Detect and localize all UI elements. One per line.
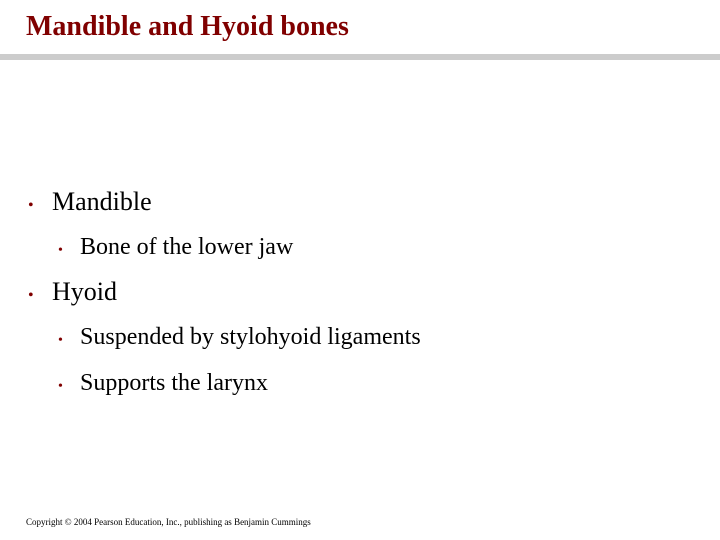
copyright-notice: Copyright © 2004 Pearson Education, Inc., publishing as Benjamin Cummings <box>26 517 311 527</box>
bullet-text: Mandible <box>52 187 152 216</box>
bullet-list <box>28 180 708 406</box>
list-item <box>28 360 708 406</box>
slide-title: Mandible and Hyoid bones <box>26 11 349 42</box>
bullet-icon: • <box>28 197 34 214</box>
title-divider <box>0 54 720 60</box>
list-item <box>28 314 708 360</box>
bullet-text: Hyoid <box>52 277 117 306</box>
bullet-icon: • <box>58 243 63 258</box>
bullet-icon: • <box>28 287 34 304</box>
sub-bullet-text: Bone of the lower jaw <box>80 234 294 260</box>
list-item <box>28 224 708 270</box>
bullet-icon: • <box>58 379 63 394</box>
bullet-icon: • <box>58 333 63 348</box>
list-item <box>28 270 708 314</box>
sub-bullet-text: Supports the larynx <box>80 370 268 396</box>
list-item <box>28 180 708 224</box>
sub-bullet-text: Suspended by stylohyoid ligaments <box>80 324 421 350</box>
